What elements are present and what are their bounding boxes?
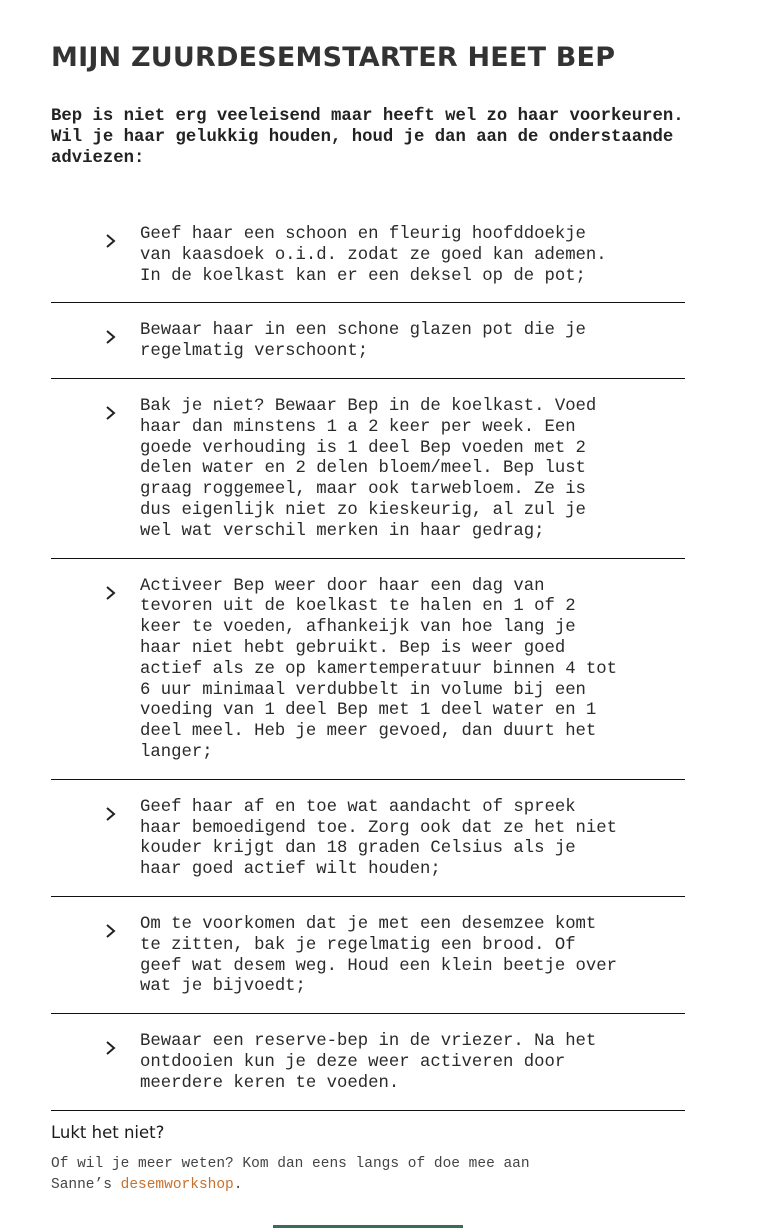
footer-heading: Lukt het niet? bbox=[51, 1123, 165, 1142]
tip-text: Bewaar haar in een schone glazen pot die je regelmatig verschoont; bbox=[140, 321, 586, 362]
list-item bbox=[51, 780, 685, 897]
tip-text: Geef haar een schoon en fleurig hoofddoekje van kaasdoek o.i.d. zodat ze goed kan ademen. In de koelkast kan er een deksel op de pot; bbox=[140, 225, 607, 286]
tips-list bbox=[51, 221, 685, 1111]
tip-text: Om te voorkomen dat je met een desemzee komt te zitten, bak je regelmatig een brood. Of geef wat desem weg. Houd een klein beetje over wat je bijvoedt; bbox=[140, 914, 618, 997]
chevron-right-icon bbox=[104, 233, 118, 249]
tip-text: Activeer Bep weer door haar een dag van tevoren uit de koelkast te halen en 1 of 2 keer te voeden, afhankeijk van hoe lang je haar niet hebt gebruikt. Bep is weer goed actief als ze op kamertemperatuur binnen 4 tot 6 uur minimaal verdubbelt in volume bij een voeding van 1 deel Bep met 1 deel water en 1 deel meel. Heb je meer gevoed, dan duurt het langer; bbox=[140, 576, 618, 762]
list-item bbox=[51, 1014, 685, 1110]
list-item bbox=[51, 559, 685, 780]
tip-text: Geef haar af en toe wat aandacht of spreek haar bemoedigend toe. Zorg ook dat ze het niet kouder krijgt dan 18 graden Celsius als je haar goed actief wilt houden; bbox=[140, 797, 618, 880]
chevron-right-icon bbox=[104, 405, 118, 421]
footer-text-end: . bbox=[233, 1176, 243, 1193]
chevron-right-icon bbox=[104, 585, 118, 601]
list-item bbox=[51, 221, 685, 303]
footer-text-body: Of wil je meer weten? Kom dan eens langs of doe mee aan Sanne’s bbox=[51, 1156, 530, 1193]
page-title: MIJN ZUURDESEMSTARTER HEET BEP bbox=[51, 42, 616, 73]
footer-text bbox=[51, 1154, 691, 1195]
chevron-right-icon bbox=[104, 806, 118, 822]
chevron-right-icon bbox=[104, 923, 118, 939]
chevron-right-icon bbox=[104, 329, 118, 345]
list-item bbox=[51, 379, 685, 559]
list-item bbox=[51, 897, 685, 1014]
tip-text: Bewaar een reserve-bep in de vriezer. Na het ontdooien kun je deze weer activeren door meerdere keren te voeden. bbox=[140, 1032, 597, 1093]
list-item bbox=[51, 303, 685, 379]
tip-text: Bak je niet? Bewaar Bep in de koelkast. Voed haar dan minstens 1 a 2 keer per week. Een goede verhouding is 1 deel Bep voeden met 2 delen water en 2 delen bloem/meel. Bep lust graag roggemeel, maar ook tarwebloem. Ze is dus eigenlijk niet zo kieskeurig, al zul je wel wat verschil merken in haar gedrag; bbox=[140, 396, 597, 541]
chevron-right-icon bbox=[104, 1040, 118, 1056]
desemworkshop-link[interactable]: desemworkshop bbox=[120, 1176, 234, 1193]
intro-text: Bep is niet erg veeleisend maar heeft wel zo haar voorkeuren. Wil je haar gelukkig houden, houd je dan aan de onderstaande adviezen: bbox=[51, 107, 684, 168]
